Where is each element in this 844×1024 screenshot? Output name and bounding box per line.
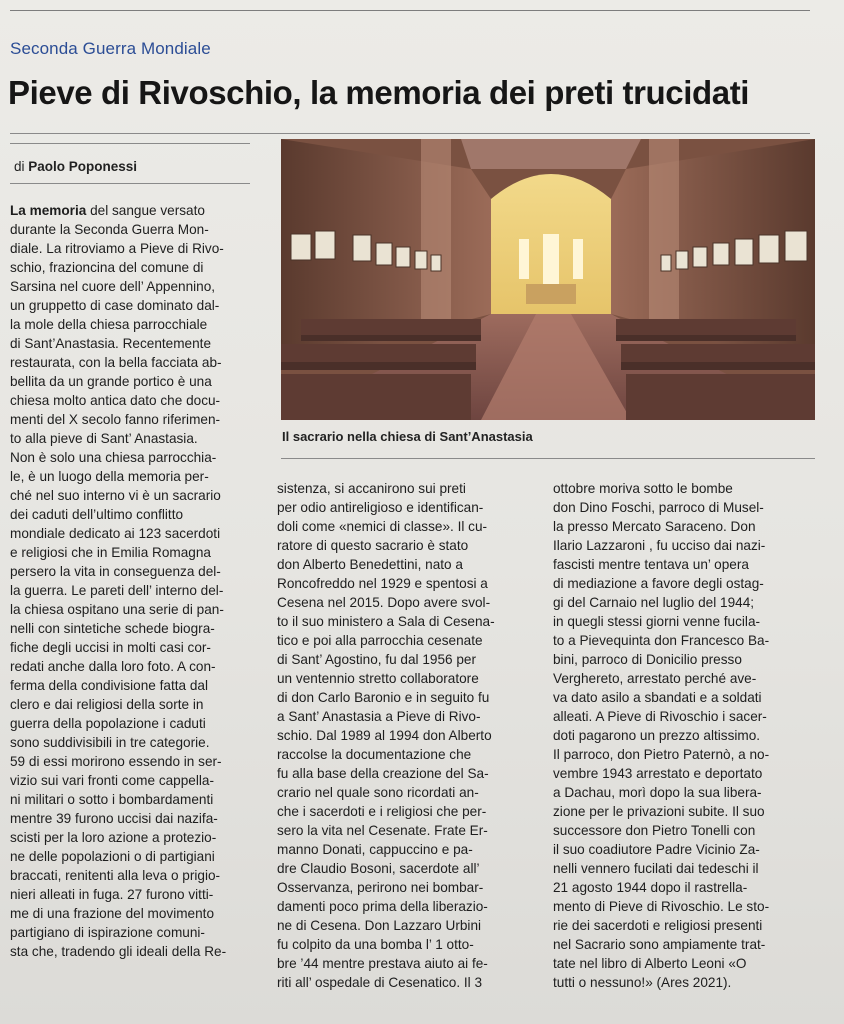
article-line: Cesena nel 2015. Dopo avere svol- <box>277 595 491 610</box>
article-line: braccati, renitenti alla leva o prigio- <box>10 868 221 883</box>
article-line: mento di Pieve di Rivoschio. Le sto- <box>553 899 770 914</box>
headline: Pieve di Rivoschio, la memoria dei preti trucidati <box>8 74 750 111</box>
headline-rule <box>10 133 810 134</box>
article-line: alleati. A Pieve di Rivoschio i sacer- <box>553 709 767 724</box>
article-line: redati anche dalla loro foto. A con- <box>10 659 216 674</box>
article-line: La memoria del sangue versato <box>10 203 205 218</box>
article-line: fu alla base della creazione del Sa- <box>277 766 489 781</box>
article-line: ratore di questo sacrario è stato <box>277 538 469 553</box>
byline-prefix: di <box>14 159 25 174</box>
byline-rule-top <box>10 143 250 144</box>
article-line: bini, parroco di Donicilio presso <box>553 652 742 667</box>
article-line: chiesa molto antica dato che docu- <box>10 393 221 408</box>
article-line: Sarsina nel cuore dell’ Appennino, <box>10 279 216 294</box>
article-line: gi del Carnaio nel luglio del 1944; <box>553 595 755 610</box>
article-line: a Sant’ Anastasia a Pieve di Rivo- <box>277 709 481 724</box>
article-line: zione per le privazioni subite. Il suo <box>553 804 765 819</box>
article-line: le, è un luogo della memoria per- <box>10 469 209 484</box>
article-line: ne delle popolazioni o di partigiani <box>10 849 215 864</box>
article-line: ne di Cesena. Don Lazzaro Urbini <box>277 918 482 933</box>
lead-in: La memoria <box>10 203 87 218</box>
article-line: dei caduti dell’ultimo conflitto <box>10 507 184 522</box>
article-line: 21 agosto 1944 dopo il rastrella- <box>553 880 748 895</box>
article-line: mentre 39 furono uccisi dai nazifa- <box>10 811 218 826</box>
article-line: ferma della condivisione fatta dal <box>10 678 208 693</box>
section-label: Seconda Guerra Mondiale <box>10 39 211 58</box>
article-line: tico e poi alla parrocchia cesenate <box>277 633 483 648</box>
article-line: me di una frazione del movimento <box>10 906 215 921</box>
article-line: vizio sui vari fronti come cappella- <box>10 773 214 788</box>
article-line: durante la Seconda Guerra Mon- <box>10 222 209 237</box>
article-line: crario nel quale sono ricordati an- <box>277 785 479 800</box>
article-line: ni militari o sotto i bombardamenti <box>10 792 214 807</box>
article-line: rie dei sacerdoti e religiosi presenti <box>553 918 763 933</box>
article-line: to alla pieve di Sant’ Anastasia. <box>10 431 198 446</box>
article-line: la mole della chiesa parrocchiale <box>10 317 208 332</box>
article-line: bre ’44 mentre prestava aiuto ai fe- <box>277 956 488 971</box>
article-line: di Sant’Anastasia. Recentemente <box>10 336 212 351</box>
article-line: sta che, tradendo gli ideali della Re- <box>10 944 227 959</box>
article-line: nieri alleati in fuga. 27 furono vitti- <box>10 887 214 902</box>
article-line: successore don Pietro Tonelli con <box>553 823 756 838</box>
article-line: doti pagarono un prezzo altissimo. <box>553 728 761 743</box>
article-line: nelli vennero fucilati dai tedeschi il <box>553 861 759 876</box>
article-line: schio, frazioncina del comune di <box>10 260 204 275</box>
article-line: persero la vita in conseguenza del- <box>10 564 221 579</box>
article-line: riti all’ ospedale di Cesenatico. Il 3 <box>277 975 483 990</box>
article-line: e religiosi che in Emilia Romagna <box>10 545 211 560</box>
article-line: di mediazione a favore degli ostag- <box>553 576 764 591</box>
top-rule <box>10 10 810 11</box>
article-line: fu colpito da una bomba l’ 1 otto- <box>277 937 474 952</box>
article-line: to il suo ministero a Sala di Cesena- <box>277 614 495 629</box>
article-line: mondiale dedicato ai 123 sacerdoti <box>10 526 221 541</box>
article-line: il suo coadiutore Padre Vicinio Za- <box>553 842 760 857</box>
article-line: in quegli stessi giorni venne fucila- <box>553 614 761 629</box>
article-line: di Sant’ Agostino, fu dal 1956 per <box>277 652 477 667</box>
article-line: damenti poco prima della liberazio- <box>277 899 488 914</box>
article-line: 59 di essi morirono essendo in ser- <box>10 754 222 769</box>
article-line: don Alberto Benedettini, nato a <box>277 557 463 572</box>
article-line: manno Donati, cappuccino e pa- <box>277 842 473 857</box>
byline-rule-bottom <box>10 183 250 184</box>
article-line: nelli con sintetiche schede biogra- <box>10 621 215 636</box>
article-line: sero la vita nel Cesenate. Frate Er- <box>277 823 488 838</box>
article-line: Ilario Lazzaroni , fu ucciso dai nazi- <box>553 538 766 553</box>
article-line: Il parroco, don Pietro Paternò, a no- <box>553 747 770 762</box>
article-line: un ventennio stretto collaboratore <box>277 671 479 686</box>
article-line: don Dino Foschi, parroco di Musel- <box>553 500 764 515</box>
article-line: dre Claudio Bosoni, sacerdote all’ <box>277 861 480 876</box>
caption-rule <box>281 458 815 459</box>
article-line: Non è solo una chiesa parrocchia- <box>10 450 217 465</box>
article-line: restaurata, con la bella facciata ab- <box>10 355 222 370</box>
article-line: scisti per la loro azione a protezio- <box>10 830 217 845</box>
article-line: raccolse la documentazione che <box>277 747 472 762</box>
article-line: diale. La ritroviamo a Pieve di Rivo- <box>10 241 224 256</box>
article-line: Roncofreddo nel 1929 e spentosi a <box>277 576 488 591</box>
article-line: fascisti mentre tentava un’ opera <box>553 557 749 572</box>
article-line: la presso Mercato Saraceno. Don <box>553 519 756 534</box>
church-interior-photo <box>281 139 815 420</box>
article-line: tutti o nessuno!» (Ares 2021). <box>553 975 732 990</box>
article-line: bellita da un grande portico è una <box>10 374 212 389</box>
article-line: schio. Dal 1989 al 1994 don Alberto <box>277 728 492 743</box>
article-line: guerra della popolazione i caduti <box>10 716 206 731</box>
byline-author: Paolo Poponessi <box>28 159 138 174</box>
article-line: va dato asilo a sbandati e a soldati <box>553 690 762 705</box>
article-line: sistenza, si accanirono sui preti <box>277 481 466 496</box>
byline <box>14 159 137 174</box>
article-line: sono suddivisibili in tre categorie. <box>10 735 210 750</box>
article-line: Osservanza, perirono nei bombar- <box>277 880 484 895</box>
article-column-2 <box>277 479 539 992</box>
article-line: vembre 1943 arrestato e deportato <box>553 766 763 781</box>
article-line: to a Pievequinta don Francesco Ba- <box>553 633 770 648</box>
article-line: clero e dai religiosi della sorte in <box>10 697 204 712</box>
article-line: tate nel libro di Alberto Leoni «O <box>553 956 747 971</box>
article-line: che i sacerdoti e i religiosi che per- <box>277 804 487 819</box>
article-column-1 <box>10 201 255 961</box>
article-line: fiche degli uccisi in molti casi cor- <box>10 640 211 655</box>
article-line: la guerra. Le pareti dell’ interno del- <box>10 583 224 598</box>
article-line: doli come «nemici di classe». Il cu- <box>277 519 488 534</box>
article-line: di don Carlo Baronio e in seguito fu <box>277 690 490 705</box>
article-line: un gruppetto di case dominato dal- <box>10 298 220 313</box>
article-line: nel Sacrario sono ampiamente trat- <box>553 937 766 952</box>
article-line: la chiesa ospitano una serie di pan- <box>10 602 224 617</box>
article-line: Verghereto, arrestato perché ave- <box>553 671 757 686</box>
article-line: ottobre moriva sotto le bombe <box>553 481 733 496</box>
article-line: ché nel suo interno vi è un sacrario <box>10 488 221 503</box>
article-line: a Dachau, morì dopo la sua libera- <box>553 785 762 800</box>
article-line: partigiano di ispirazione comuni- <box>10 925 205 940</box>
article-line: per odio antireligioso e identifican- <box>277 500 484 515</box>
photo-caption: Il sacrario nella chiesa di Sant’Anastasia <box>282 429 533 444</box>
article-line: menti del X secolo fanno riferimen- <box>10 412 221 427</box>
article-column-3 <box>553 479 823 992</box>
